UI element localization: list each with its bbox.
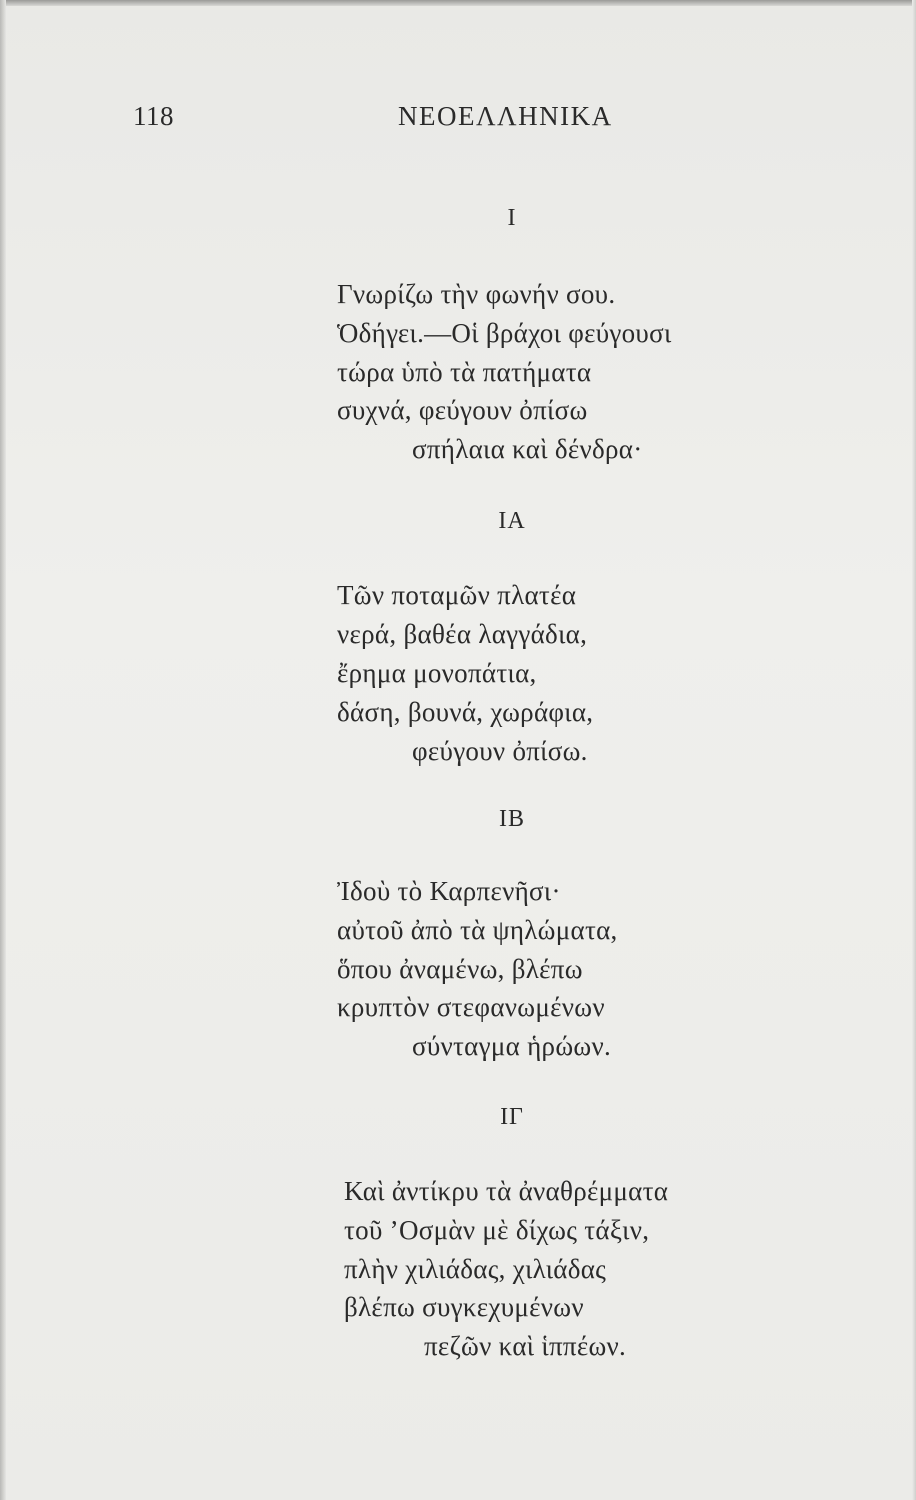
- page-number: 118: [133, 101, 174, 131]
- verse-line: ἔρημα μονοπάτια,: [337, 658, 537, 688]
- page-top-edge: [0, 0, 916, 6]
- verse-line: τώρα ὑπὸ τὰ πατήματα: [337, 357, 592, 387]
- section-heading-4: ΙΓ: [500, 1104, 524, 1130]
- verse-line: σπήλαια καὶ δένδρα·: [412, 434, 643, 464]
- verse-line: δάση, βουνά, χωράφια,: [337, 697, 594, 727]
- verse-line: Ὁδήγει.—Οἱ βράχοι φεύγουσι: [337, 318, 672, 348]
- section-heading-1: Ι: [507, 205, 517, 231]
- verse-line: Τῶν ποταμῶν πλατέα: [337, 580, 577, 610]
- verse-line: Καὶ ἀντίκρυ τὰ ἀναθρέμματα: [344, 1176, 669, 1206]
- section-heading-2: ΙΑ: [498, 508, 526, 534]
- verse-line: κρυπτὸν στεφανωμένων: [337, 992, 605, 1022]
- verse-line: Ἰδοὺ τὸ Καρπενῆσι·: [337, 876, 561, 906]
- verse-line: σύνταγμα ἡρώων.: [412, 1031, 612, 1061]
- section-heading-3: ΙΒ: [499, 806, 525, 832]
- verse-line: Γνωρίζω τὴν φωνήν σου.: [337, 279, 616, 309]
- running-title: ΝΕΟΕΛΛΗΝΙΚΑ: [398, 101, 613, 131]
- verse-line: πλὴν χιλιάδας, χιλιάδας: [344, 1254, 607, 1284]
- verse-line: ὅπου ἀναμένω, βλέπω: [337, 954, 583, 984]
- verse-line: νερά, βαθέα λαγγάδια,: [337, 619, 588, 649]
- verse-line: φεύγουν ὀπίσω.: [412, 736, 588, 766]
- verse-line: αὐτοῦ ἀπὸ τὰ ψηλώματα,: [337, 915, 618, 945]
- verse-line: πεζῶν καὶ ἱππέων.: [424, 1331, 627, 1361]
- verse-line: τοῦ ’Οσμὰν μὲ δίχως τάξιν,: [344, 1215, 650, 1245]
- verse-line: βλέπω συγκεχυμένων: [344, 1292, 584, 1322]
- verse-line: συχνά, φεύγουν ὀπίσω: [337, 395, 588, 425]
